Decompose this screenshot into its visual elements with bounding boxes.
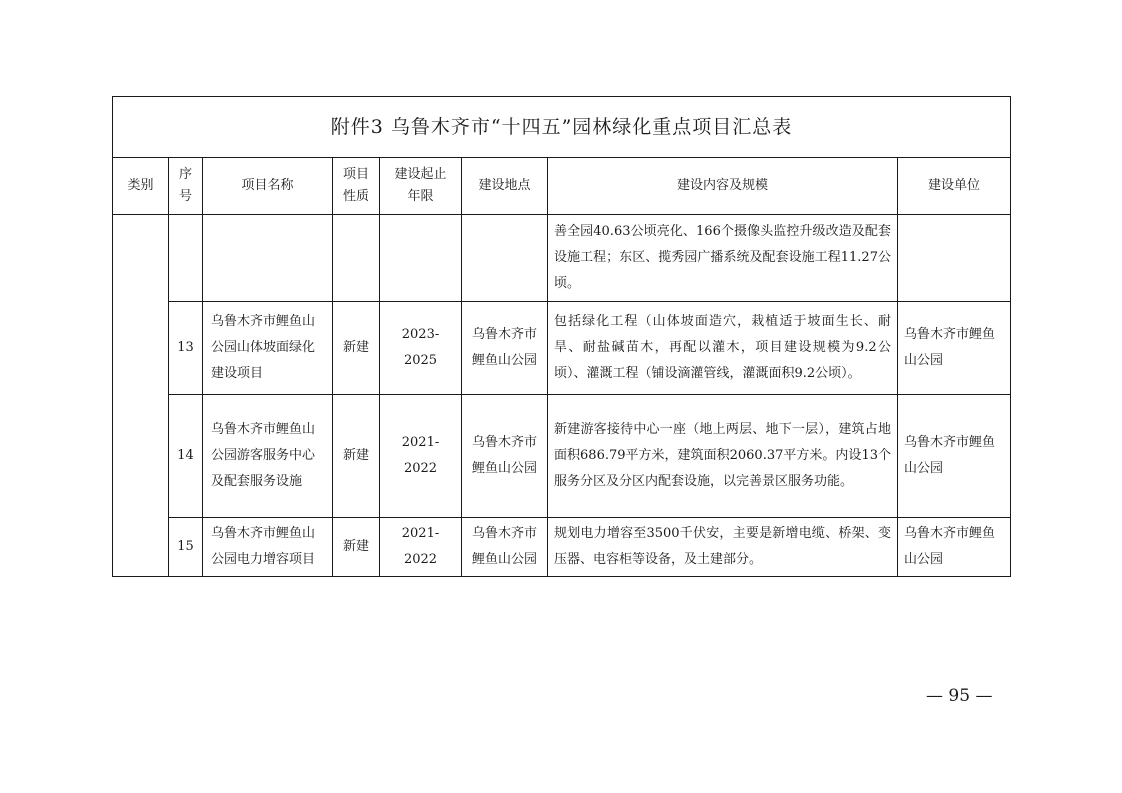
page-number: — 95 — [926,686,993,706]
title-row [113,97,1011,158]
header-period: 建设起止年限 [380,158,462,215]
unit-cell: 乌鲁木齐市鲤鱼山公园 [898,395,1011,518]
header-nature: 项目性质 [333,158,380,215]
nature-cell: 新建 [333,302,380,395]
unit-cell: 乌鲁木齐市鲤鱼山公园 [898,518,1011,577]
table-row-continued [113,215,1011,302]
seq-cell: 15 [169,518,203,577]
nature-cell-empty [333,215,380,302]
unit-cell-empty [898,215,1011,302]
table-row [113,302,1011,395]
name-cell-empty [203,215,333,302]
content-cell: 新建游客接待中心一座（地上两层、地下一层），建筑占地面积686.79平方米，建筑面积2060.37平方米。内设13个服务分区及分区内配套设施，以完善景区服务功能。 [548,395,898,518]
content-cell: 规划电力增容至3500千伏安，主要是新增电缆、桥架、变压器、电容柜等设备，及土建部分。 [548,518,898,577]
table-title: 附件3 乌鲁木齐市“十四五”园林绿化重点项目汇总表 [113,97,1011,158]
nature-cell: 新建 [333,395,380,518]
header-seq: 序号 [169,158,203,215]
name-cell: 乌鲁木齐市鲤鱼山公园游客服务中心及配套服务设施 [203,395,333,518]
header-category: 类别 [113,158,169,215]
location-cell: 乌鲁木齐市鲤鱼山公园 [462,302,548,395]
name-cell: 乌鲁木齐市鲤鱼山公园山体坡面绿化建设项目 [203,302,333,395]
location-cell: 乌鲁木齐市鲤鱼山公园 [462,395,548,518]
location-cell-empty [462,215,548,302]
location-cell: 乌鲁木齐市鲤鱼山公园 [462,518,548,577]
header-row [113,158,1011,215]
name-cell: 乌鲁木齐市鲤鱼山公园电力增容项目 [203,518,333,577]
unit-cell: 乌鲁木齐市鲤鱼山公园 [898,302,1011,395]
nature-cell: 新建 [333,518,380,577]
period-cell: 2023-2025 [380,302,462,395]
period-cell: 2021-2022 [380,518,462,577]
seq-cell: 14 [169,395,203,518]
content-cell: 包括绿化工程（山体坡面造穴，栽植适于坡面生长、耐旱、耐盐碱苗木，再配以灌木，项目建设规模为9.2公顷）、灌溉工程（铺设滴灌管线，灌溉面积9.2公顷）。 [548,302,898,395]
header-location: 建设地点 [462,158,548,215]
project-summary-table [112,96,1011,577]
seq-cell: 13 [169,302,203,395]
table-row [113,395,1011,518]
category-cell [113,215,169,577]
seq-cell-empty [169,215,203,302]
period-cell-empty [380,215,462,302]
period-cell: 2021-2022 [380,395,462,518]
header-content: 建设内容及规模 [548,158,898,215]
header-name: 项目名称 [203,158,333,215]
table-row [113,518,1011,577]
content-cell: 善全园40.63公顷亮化、166个摄像头监控升级改造及配套设施工程；东区、揽秀园广播系统及配套设施工程11.27公顷。 [548,215,898,302]
header-unit: 建设单位 [898,158,1011,215]
